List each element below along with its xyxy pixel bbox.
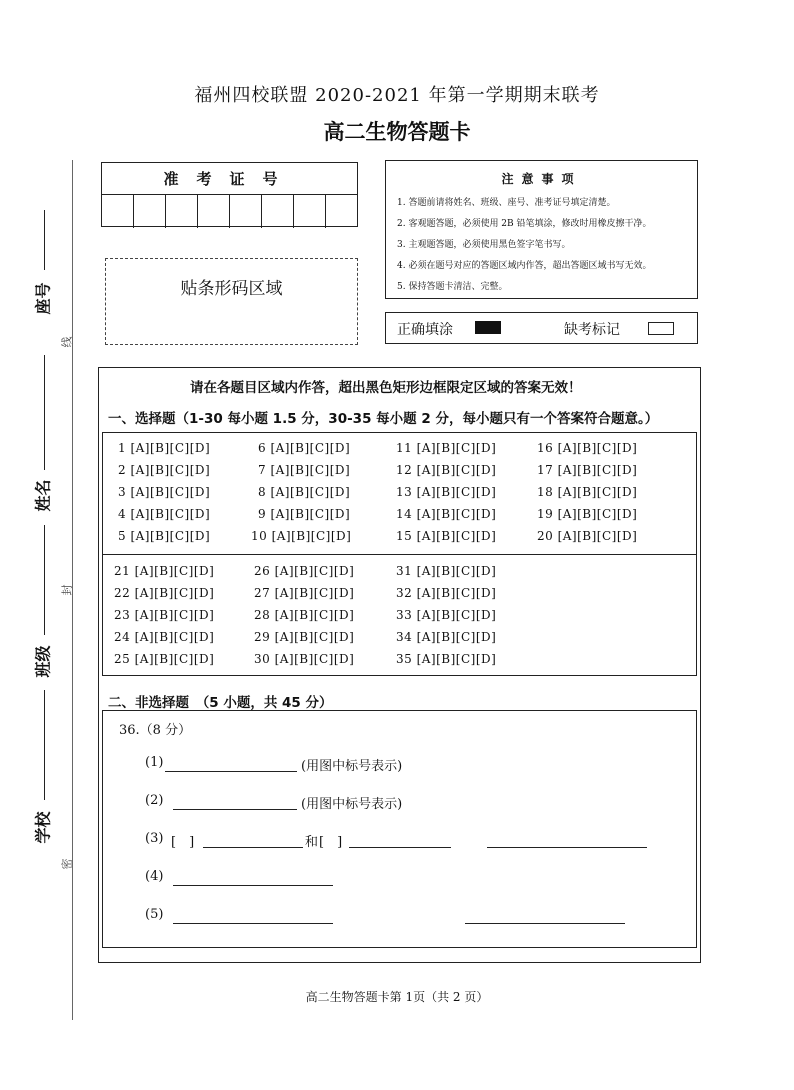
q36-part3-bracket-a: [ ] [171,835,195,850]
seat-blank[interactable] [44,210,45,270]
choice-row[interactable]: 15 [A][B][C][D] [396,529,497,543]
choice-row[interactable]: 16 [A][B][C][D] [537,441,638,455]
exam-id-cell[interactable] [230,194,262,228]
answer-warning: 请在各题目区域内作答，超出黑色矩形边框限定区域的答案无效！ [190,380,582,396]
q36-part2-hint: (用图中标号表示) [301,797,403,812]
choice-row[interactable]: 35 [A][B][C][D] [396,652,497,666]
choice-row[interactable]: 30 [A][B][C][D] [254,652,355,666]
section2-title: 二、非选择题 （5 小题，共 45 分） [108,695,333,711]
q36-label: 36.（8 分） [119,723,192,738]
q36-part5-blank-a[interactable] [173,923,333,924]
choice-row[interactable]: 34 [A][B][C][D] [396,630,497,644]
choice-row[interactable]: 33 [A][B][C][D] [396,608,497,622]
choice-row[interactable]: 27 [A][B][C][D] [254,586,355,600]
choice-row[interactable]: 18 [A][B][C][D] [537,485,638,499]
notes-box [385,160,698,299]
choice-row[interactable]: 19 [A][B][C][D] [537,507,638,521]
choice-row[interactable]: 31 [A][B][C][D] [396,564,497,578]
notes-item: 5. 保持答题卡清洁、完整。 [397,282,508,292]
choice-row[interactable]: 5 [A][B][C][D] [118,529,211,543]
choice-row[interactable]: 25 [A][B][C][D] [114,652,215,666]
correct-fill-label: 正确填涂 [397,322,453,338]
exam-id-box [101,162,358,227]
exam-id-label: 准考证号 [102,163,357,195]
choice-row[interactable]: 6 [A][B][C][D] [258,441,351,455]
exam-title: 福州四校联盟 2020-2021 年第一学期期末联考 [194,85,600,106]
q36-part2-num: (2) [145,793,164,808]
notes-item: 4. 必须在题号对应的答题区域内作答，超出答题区域书写无效。 [397,261,652,271]
choice-row[interactable]: 13 [A][B][C][D] [396,485,497,499]
choice-row[interactable]: 26 [A][B][C][D] [254,564,355,578]
q36-part2-blank[interactable] [173,809,297,810]
notes-title: 注意事项 [501,172,582,186]
choice-row[interactable]: 9 [A][B][C][D] [258,507,351,521]
seal-char-secret: 密 [60,858,74,870]
choice-row[interactable]: 2 [A][B][C][D] [118,463,211,477]
choice-row[interactable]: 11 [A][B][C][D] [396,441,497,455]
choice-row[interactable]: 24 [A][B][C][D] [114,630,215,644]
correct-fill-sample [475,321,501,334]
sheet-title: 高二生物答题卡 [323,120,471,144]
choice-row[interactable]: 10 [A][B][C][D] [251,529,352,543]
barcode-area [105,258,358,345]
q36-part3-and: 和 [305,835,319,850]
seal-char-seal: 封 [60,584,74,596]
mark-samples-box [385,312,698,344]
choice-row[interactable]: 12 [A][B][C][D] [396,463,497,477]
notes-item: 3. 主观题答题，必须使用黑色签字笔书写。 [397,240,571,250]
page-footer: 高二生物答题卡第 1页（共 2 页） [305,990,489,1004]
q36-part3-blank-b[interactable] [349,847,451,848]
choice-row[interactable]: 32 [A][B][C][D] [396,586,497,600]
q36-part5-num: (5) [145,907,164,922]
q36-area [102,710,697,948]
q36-part1-num: (1) [145,755,164,770]
name-label: 姓名 [33,479,53,512]
q36-part1-blank[interactable] [165,771,297,772]
notes-item: 1. 答题前请将姓名、班级、座号、准考证号填定清楚。 [397,198,616,208]
exam-id-cell[interactable] [294,194,326,228]
choice-row[interactable]: 22 [A][B][C][D] [114,586,215,600]
choice-row[interactable]: 29 [A][B][C][D] [254,630,355,644]
name-blank[interactable] [44,355,45,470]
q36-part3-bracket-b: [ ] [319,835,343,850]
exam-id-cell[interactable] [326,194,357,228]
barcode-label: 贴条形码区域 [180,279,283,299]
class-label: 班级 [33,645,53,678]
q36-part3-blank-c[interactable] [487,847,647,848]
choice-row[interactable]: 14 [A][B][C][D] [396,507,497,521]
choice-row[interactable]: 20 [A][B][C][D] [537,529,638,543]
choice-row[interactable]: 17 [A][B][C][D] [537,463,638,477]
choice-row[interactable]: 28 [A][B][C][D] [254,608,355,622]
class-blank[interactable] [44,525,45,635]
seal-char-line: 线 [60,336,74,348]
section1-title: 一、选择题（1-30 每小题 1.5 分，30-35 每小题 2 分，每小题只有一个答案符合题意。） [108,411,659,427]
exam-id-cell[interactable] [102,194,134,228]
choice-row[interactable]: 7 [A][B][C][D] [258,463,351,477]
q36-part4-blank[interactable] [173,885,333,886]
absent-mark-box[interactable] [648,322,674,335]
choice-row[interactable]: 21 [A][B][C][D] [114,564,215,578]
exam-id-cells [102,194,357,228]
school-label: 学校 [33,811,53,844]
choice-row[interactable]: 4 [A][B][C][D] [118,507,211,521]
q36-part4-num: (4) [145,869,164,884]
q36-part1-hint: (用图中标号表示) [301,759,403,774]
choice-row[interactable]: 23 [A][B][C][D] [114,608,215,622]
choice-row[interactable]: 8 [A][B][C][D] [258,485,351,499]
q36-part5-blank-b[interactable] [465,923,625,924]
q36-part3-blank-a[interactable] [203,847,303,848]
notes-item: 2. 客观题答题，必须使用 2B 铅笔填涂，修改时用橡皮擦干净。 [397,219,652,229]
exam-id-cell[interactable] [166,194,198,228]
seat-label: 座号 [33,282,53,315]
exam-id-cell[interactable] [262,194,294,228]
q36-part3-num: (3) [145,831,164,846]
absent-mark-label: 缺考标记 [564,322,620,338]
exam-id-cell[interactable] [134,194,166,228]
choice-row[interactable]: 1 [A][B][C][D] [118,441,211,455]
choice-row[interactable]: 3 [A][B][C][D] [118,485,211,499]
exam-id-cell[interactable] [198,194,230,228]
school-blank[interactable] [44,690,45,800]
choice-block-1 [102,432,697,555]
choice-block-2 [102,554,697,676]
